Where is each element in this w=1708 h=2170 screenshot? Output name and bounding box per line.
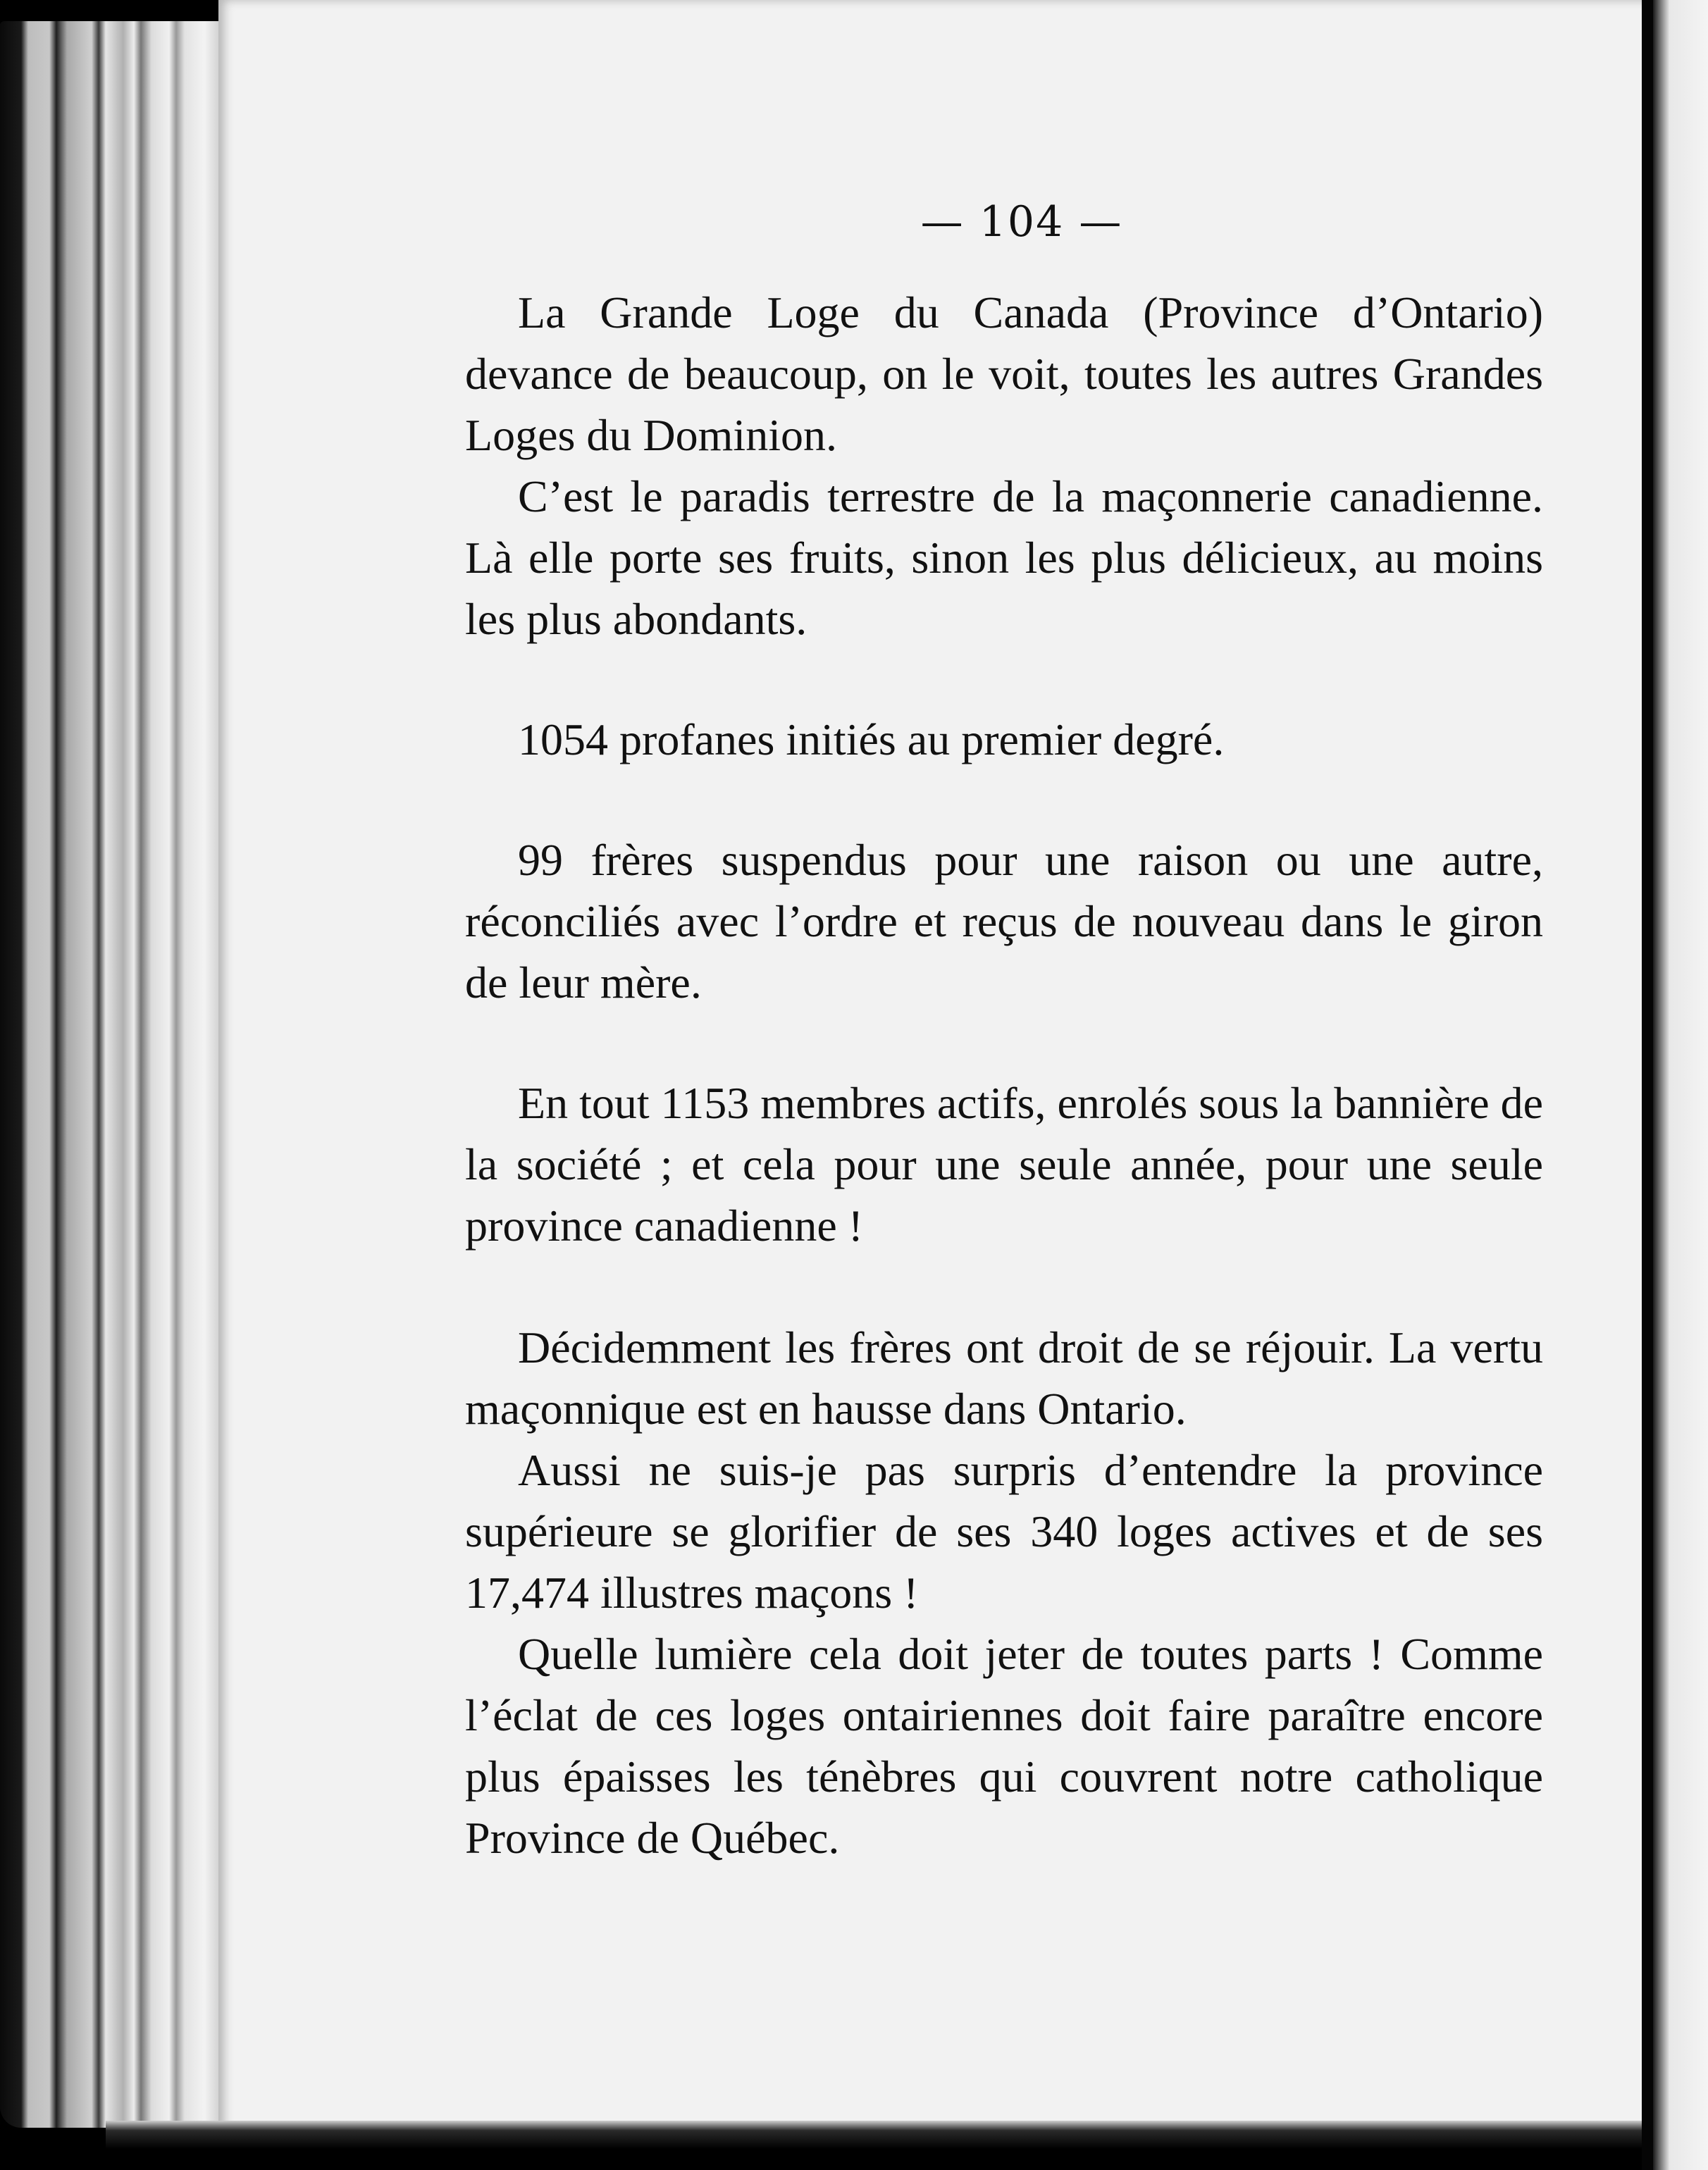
paragraph: Décidemment les frères ont droit de se réjouir. La vertu maçonnique est en hausse dans Ontario. xyxy=(465,1322,1543,1434)
paragraph: 1054 profanes initiés au premier degré. xyxy=(518,714,1225,764)
paragraph: C’est le paradis terrestre de la maçonnerie canadienne. Là elle porte ses fruits, sinon les plus délicieux, au moins les plus abondants. xyxy=(465,471,1543,644)
paragraph: Aussi ne suis-je pas surpris d’entendre la province supérieure se glorifier de ses 340 loges actives et de ses 17,474 illustres maçons ! xyxy=(465,1445,1543,1618)
paragraph: La Grande Loge du Canada (Province d’Ontario) devance de beaucoup, on le voit, toutes les autres Grandes Loges du Dominion. xyxy=(465,287,1543,460)
page-edges-stack xyxy=(0,21,225,2128)
binding-shadow xyxy=(1642,0,1653,2170)
paragraph: Quelle lumière cela doit jeter de toutes parts ! Comme l’éclat de ces loges ontairiennes doit faire paraître encore plus épaisses les ténèbres qui couvrent notre catholique Province de Québec. xyxy=(465,1629,1543,1863)
paragraph: 99 frères suspendus pour une raison ou une autre, réconciliés avec l’ordre et reçus de nouveau dans le giron de leur mère. xyxy=(465,835,1543,1008)
body-text xyxy=(465,282,1543,1868)
page-number: — 104 — xyxy=(920,197,1123,247)
facing-page-edge xyxy=(1653,0,1708,2170)
paragraph: En tout 1153 membres actifs, enrolés sous la bannière de la société ; et cela pour une seule année, pour une seule province canadienne ! xyxy=(465,1078,1543,1251)
bottom-page-edge xyxy=(106,2121,1642,2170)
